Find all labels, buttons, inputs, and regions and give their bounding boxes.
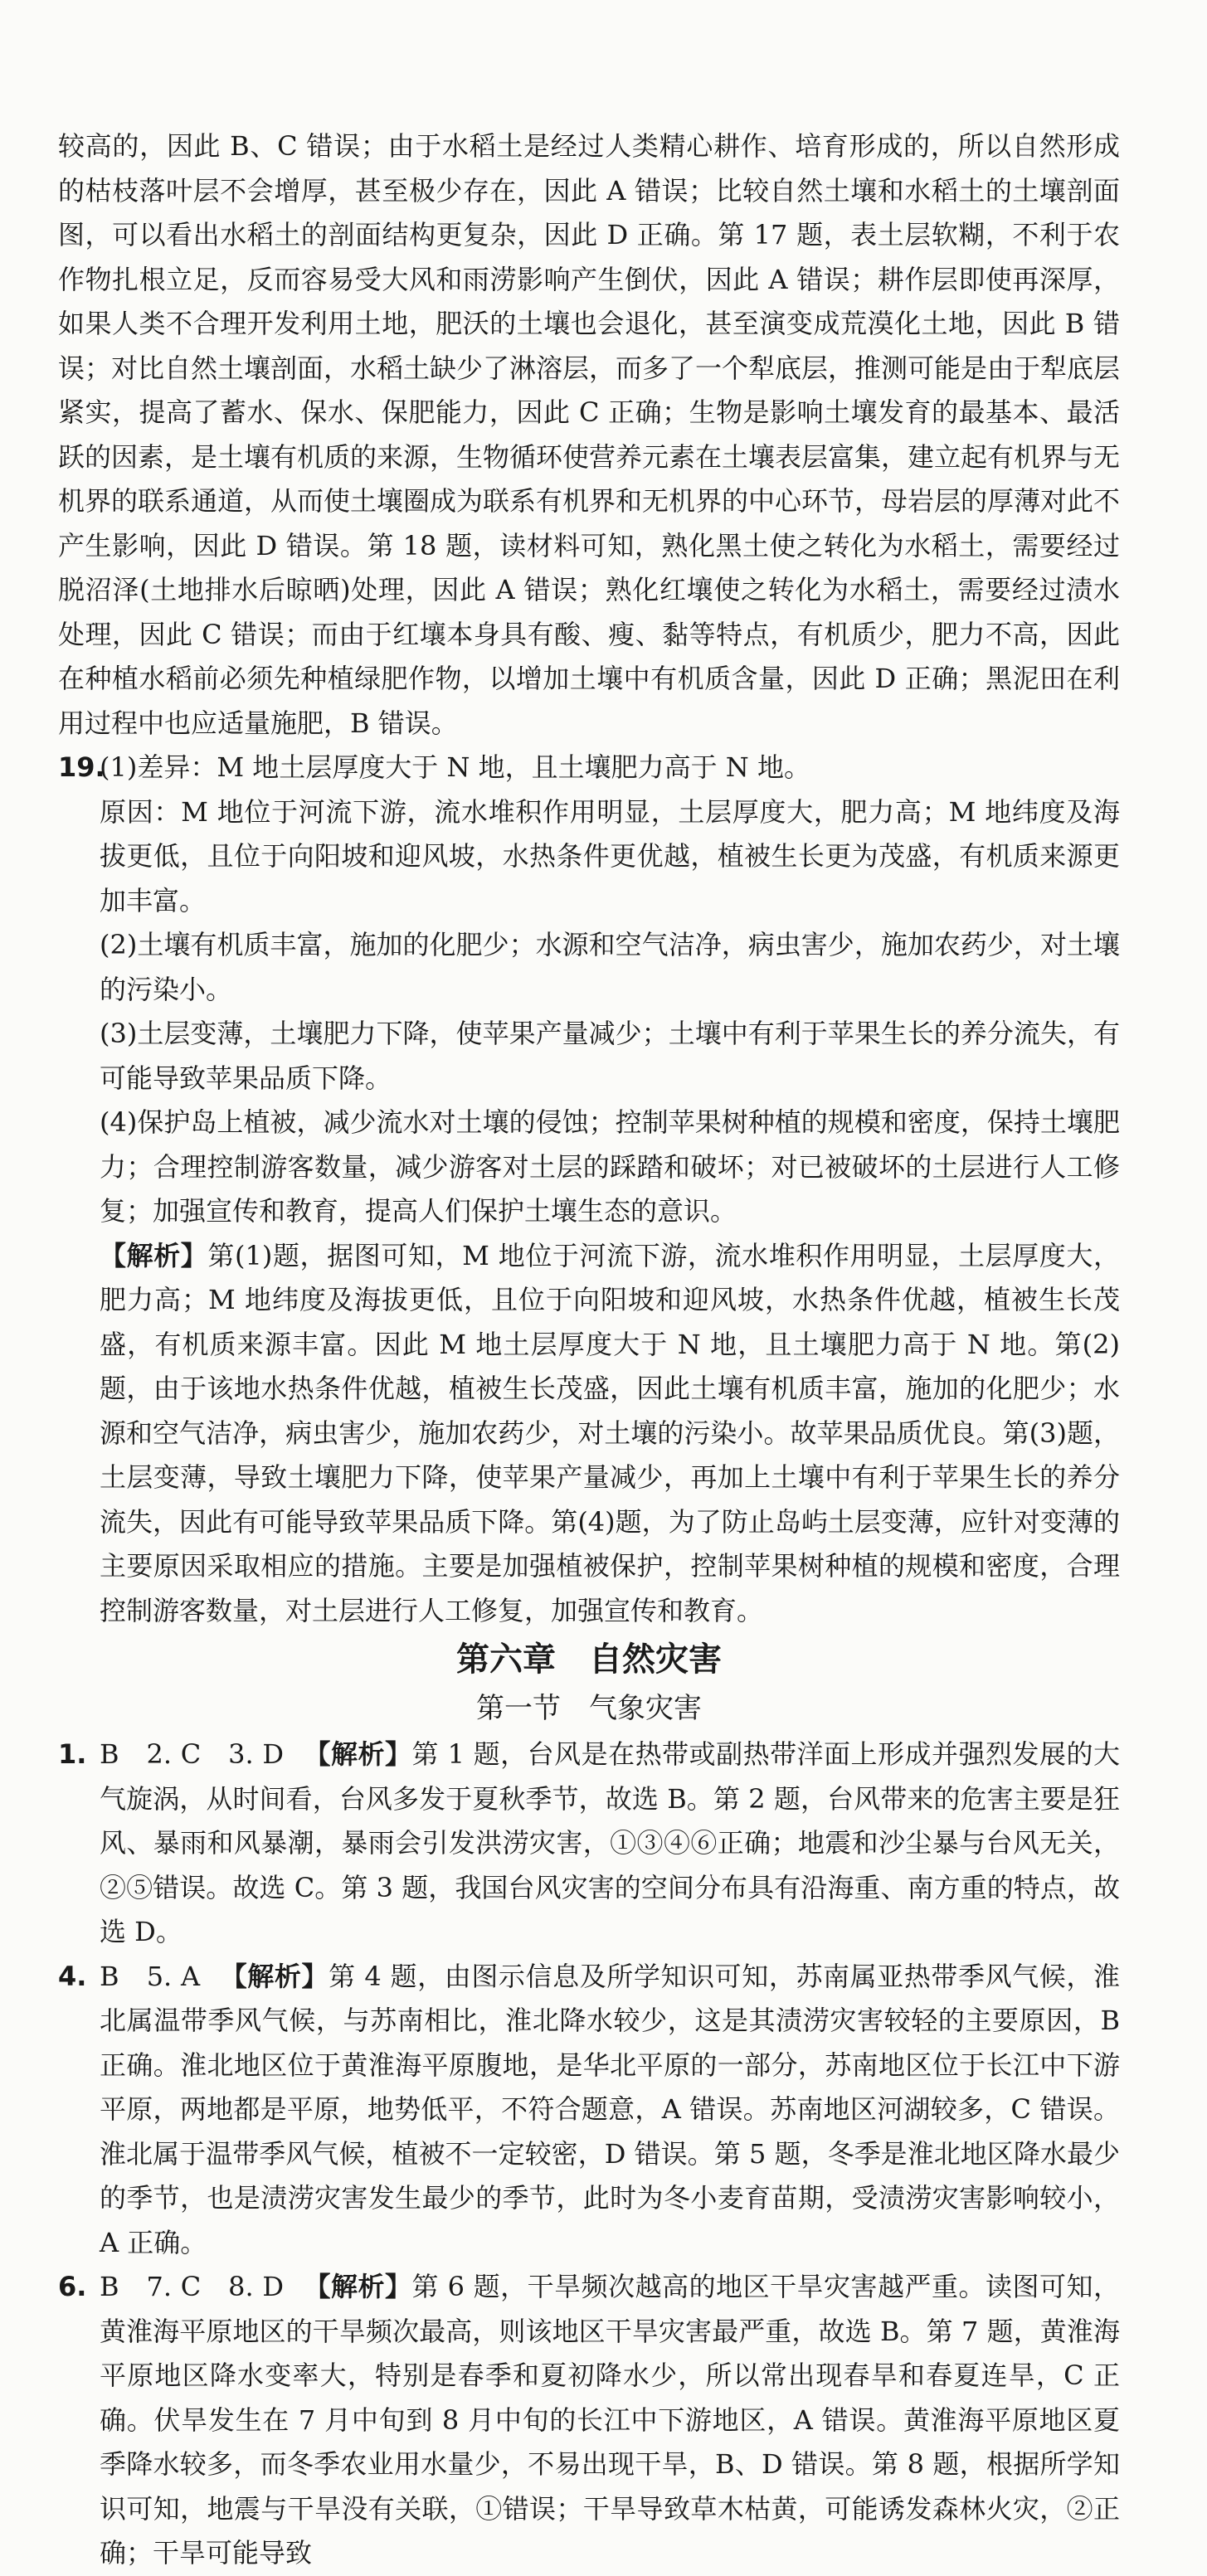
answers: B 7. C 8. D: [100, 2271, 285, 2302]
explanation: 第 1 题，台风是在热带或副热带洋面上形成并强烈发展的大气旋涡，从时间看，台风多发于夏秋季节，故选 B。第 2 题，台风带来的危害主要是狂风、暴雨和风暴潮，暴雨会引发洪涝灾害，①③④⑥正确；地震和沙尘暴与台风无关，②⑤错误。故选 C。第 3 题，我国台风灾害的空间分布具有沿海重、南方重的特点，故选 D。: [100, 1738, 1120, 1947]
jiexi-label: 【解析】: [304, 1738, 412, 1770]
chapter-title: 第六章 自然灾害: [456, 1640, 722, 1679]
question-number: 6.: [58, 2271, 87, 2302]
q19-explanation: 第(1)题，据图可知，M 地位于河流下游，流水堆积作用明显，土层厚度大，肥力高；M 地纬度及海拔更低，且位于向阳坡和迎风坡，水热条件优越，植被生长茂盛，有机质来源丰富。因此 M 地土层厚度大于 N 地，且土壤肥力高于 N 地。第(2)题，由于该地水热条件优越，植被生长茂盛，因此土壤有机质丰富，施加的化肥少；水源和空气洁净，病虫害少，施加农药少，对土壤的污染小。故苹果品质优良。第(3)题，土层变薄，导致土壤肥力下降，使苹果产量减少，再加上土壤中有利于苹果生长的养分流失，因此有可能导致苹果品质下降。第(4)题，为了防止岛屿土层变薄，应针对变薄的主要原因采取相应的措施。主要是加强植被保护，控制苹果树种植的规模和密度，合理控制游客数量，对土层进行人工修复，加强宣传和教育。: [100, 1239, 1120, 1626]
explanation: 第 6 题，干旱频次越高的地区干旱灾害越严重。读图可知，黄淮海平原地区的干旱频次最高，则该地区干旱灾害最严重，故选 B。第 7 题，黄淮海平原地区降水变率大，特别是春季和夏初降水少，所以常出现春旱和春夏连旱，C 正确。伏旱发生在 7 月中旬到 8 月中旬的长江中下游地区，A 错误。黄淮海平原地区夏季降水较多，而冬季农业用水量少，不易出现干旱，B、D 错误。第 8 题，根据所学知识可知，地震与干旱没有关联，①错误；干旱导致草木枯黄，可能诱发森林火灾，②正确；干旱可能导致: [100, 2271, 1120, 2569]
question-1-3: [58, 1733, 1120, 1955]
question-4-5: [58, 1955, 1120, 2266]
question-number: 4.: [58, 1960, 87, 1992]
jiexi-label: 【解析】: [100, 1239, 208, 1271]
question-19: [58, 746, 1120, 1633]
question-number: 19.: [58, 751, 105, 783]
question-number: 1.: [58, 1738, 87, 1770]
q19-part1: (1)差异：M 地土层厚度大于 N 地，且土壤肥力高于 N 地。: [100, 751, 810, 783]
answers: B 2. C 3. D: [100, 1738, 285, 1770]
q19-part3: (3)土层变薄，土壤肥力下降，使苹果产量减少；土壤中有利于苹果生长的养分流失，有可能导致苹果品质下降。: [100, 1018, 1120, 1094]
section-title: 第一节 气象灾害: [476, 1692, 702, 1725]
question-6-8: [58, 2265, 1120, 2576]
q19-reason: 原因：M 地位于河流下游，流水堆积作用明显，土层厚度大，肥力高；M 地纬度及海拔更低，且位于向阳坡和迎风坡，水热条件更优越，植被生长更为茂盛，有机质来源更加丰富。: [100, 795, 1120, 916]
jiexi-label: 【解析】: [220, 1960, 329, 1992]
q19-part4: (4)保护岛上植被，减少流水对土壤的侵蚀；控制苹果树种植的规模和密度，保持土壤肥力；合理控制游客数量，减少游客对土层的踩踏和破坏；对已被破坏的土层进行人工修复；加强宣传和教育，提高人们保护土壤生态的意识。: [100, 1106, 1120, 1227]
answer-content: [58, 124, 1120, 2576]
explanation: 第 4 题，由图示信息及所学知识可知，苏南属亚热带季风气候，淮北属温带季风气候，与苏南相比，淮北降水较少，这是其渍涝灾害较轻的主要原因，B 正确。淮北地区位于黄淮海平原腹地，是华北平原的一部分，苏南地区位于长江中下游平原，两地都是平原，地势低平，不符合题意，A 错误。苏南地区河湖较多，C 错误。淮北属于温带季风气候，植被不一定较密，D 错误。第 5 题，冬季是淮北地区降水最少的季节，也是渍涝灾害发生最少的季节，此时为冬小麦育苗期，受渍涝灾害影响较小，A 正确。: [100, 1960, 1120, 2258]
q19-part2: (2)土壤有机质丰富，施加的化肥少；水源和空气洁净，病虫害少，施加农药少，对土壤的污染小。: [100, 929, 1120, 1005]
jiexi-label: 【解析】: [304, 2271, 412, 2302]
continued-explanation: 较高的，因此 B、C 错误；由于水稻土是经过人类精心耕作、培育形成的，所以自然形成的枯枝落叶层不会增厚，甚至极少存在，因此 A 错误；比较自然土壤和水稻土的土壤剖面图，可以看出水稻土的剖面结构更复杂，因此 D 正确。第 17 题，表土层软糊，不利于农作物扎根立足，反而容易受大风和雨涝影响产生倒伏，因此 A 错误；耕作层即使再深厚，如果人类不合理开发利用土地，肥沃的土壤也会退化，甚至演变成荒漠化土地，因此 B 错误；对比自然土壤剖面，水稻土缺少了淋溶层，而多了一个犁底层，推测可能是由于犁底层紧实，提高了蓄水、保水、保肥能力，因此 C 正确；生物是影响土壤发育的最基本、最活跃的因素，是土壤有机质的来源，生物循环使营养元素在土壤表层富集，建立起有机界与无机界的联系通道，从而使土壤圈成为联系有机界和无机界的中心环节，母岩层的厚薄对此不产生影响，因此 D 错误。第 18 题，读材料可知，熟化黑土使之转化为水稻土，需要经过脱沼泽(土地排水后晾晒)处理，因此 A 错误；熟化红壤使之转化为水稻土，需要经过渍水处理，因此 C 错误；而由于红壤本身具有酸、瘦、黏等特点，有机质少，肥力不高，因此在种植水稻前必须先种植绿肥作物，以增加土壤中有机质含量，因此 D 正确；黑泥田在利用过程中也应适量施肥，B 错误。: [58, 130, 1121, 739]
answers: B 5. A: [100, 1960, 201, 1992]
